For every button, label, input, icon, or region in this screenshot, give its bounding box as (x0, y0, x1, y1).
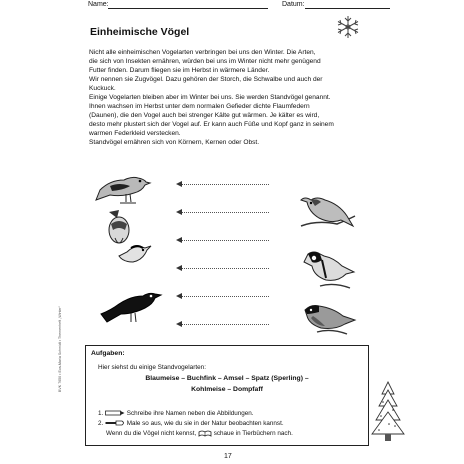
matching-arrow (181, 240, 269, 241)
tasks-box (85, 345, 369, 446)
task-step-1 (98, 410, 254, 417)
bird-illustration-blackbird (97, 282, 163, 326)
text-line: Standvögel ernähren sich von Körnern, Kernen oder Obst. (89, 139, 260, 146)
step-text: schaue in Tierbüchern nach. (213, 430, 293, 438)
step-text: Male so aus, wie du sie in der Natur beobachten kannst. (126, 420, 284, 427)
name-label: Name: (88, 1, 109, 8)
text-line: desto mehr plustert sich der Vogel auf. Er kann auch Füße und Kopf ganz in seinem (89, 121, 334, 128)
step-number: 1. (98, 410, 104, 417)
text-line: Wir nennen sie Zugvögel. Dazu gehören der Storch, die Schwalbe und auch der (89, 76, 323, 83)
bird-illustration-chaffinch (92, 166, 154, 206)
step-text: Wenn du die Vögel nicht kennst, (106, 430, 197, 438)
text-line: die sich von Insekten ernähren, würden bei uns im Winter nicht mehr genügend (89, 58, 321, 65)
tasks-intro: Hier siehst du einige Standvogelarten: (98, 364, 206, 371)
bird-illustration-sparrow (297, 190, 359, 238)
bird-names-line-2: Kohlmeise – Dompfaff (191, 386, 263, 393)
step-text: Schreibe ihre Namen neben die Abbildungen. (126, 410, 254, 417)
matching-arrow (181, 268, 269, 269)
task-step-3 (106, 430, 293, 437)
task-step-2 (98, 420, 284, 427)
text-line: Kuckuck. (89, 85, 116, 92)
step-number: 2. (98, 420, 104, 427)
page-number: 17 (224, 453, 232, 460)
tree-icon (369, 380, 407, 444)
name-line[interactable] (108, 8, 268, 9)
text-line: warmen Federkleid verstecken. (89, 130, 181, 137)
text-line: Einige Vogelarten bleiben aber im Winter bei uns. Sie werden Standvögel genannt. (89, 94, 331, 101)
text-line: Nicht alle einheimischen Vogelarten verbringen bei uns den Winter. Die Arten, (89, 49, 316, 56)
pencil-icon (105, 410, 125, 416)
matching-arrow (181, 184, 269, 185)
intro-text (89, 48, 389, 147)
bird-illustration-bullfinch (299, 298, 359, 338)
text-line: (Daunen), die den Vogel auch bei strenger Kälte gut wärmen. Je kälter es wird, (89, 112, 320, 119)
brush-icon (105, 420, 125, 426)
matching-arrow (181, 324, 269, 325)
text-line: Futter finden. Darum fliegen sie im Herbst in wärmere Länder. (89, 67, 270, 74)
bird-illustration-great-tit (300, 246, 358, 292)
tasks-title: Aufgaben: (91, 350, 125, 357)
date-label: Datum: (282, 1, 305, 8)
bird-names-line-1: Blaumeise – Buchfink – Amsel – Spatz (Sperling) – (145, 375, 309, 382)
page-title: Einheimische Vögel (90, 26, 190, 38)
side-publisher-note: BVK 7650 • Eva-Maria Schmidt • Themenheft „Winter“ (58, 306, 62, 392)
date-line[interactable] (305, 8, 390, 9)
bird-illustration-blue-tit (101, 208, 153, 268)
matching-arrow (181, 212, 269, 213)
book-icon (198, 430, 212, 437)
matching-arrow (181, 296, 269, 297)
snowflake-icon (335, 14, 361, 40)
text-line: Ihnen wachsen im Herbst unter dem normalen Gefieder dichte Flaumfedern (89, 103, 310, 110)
